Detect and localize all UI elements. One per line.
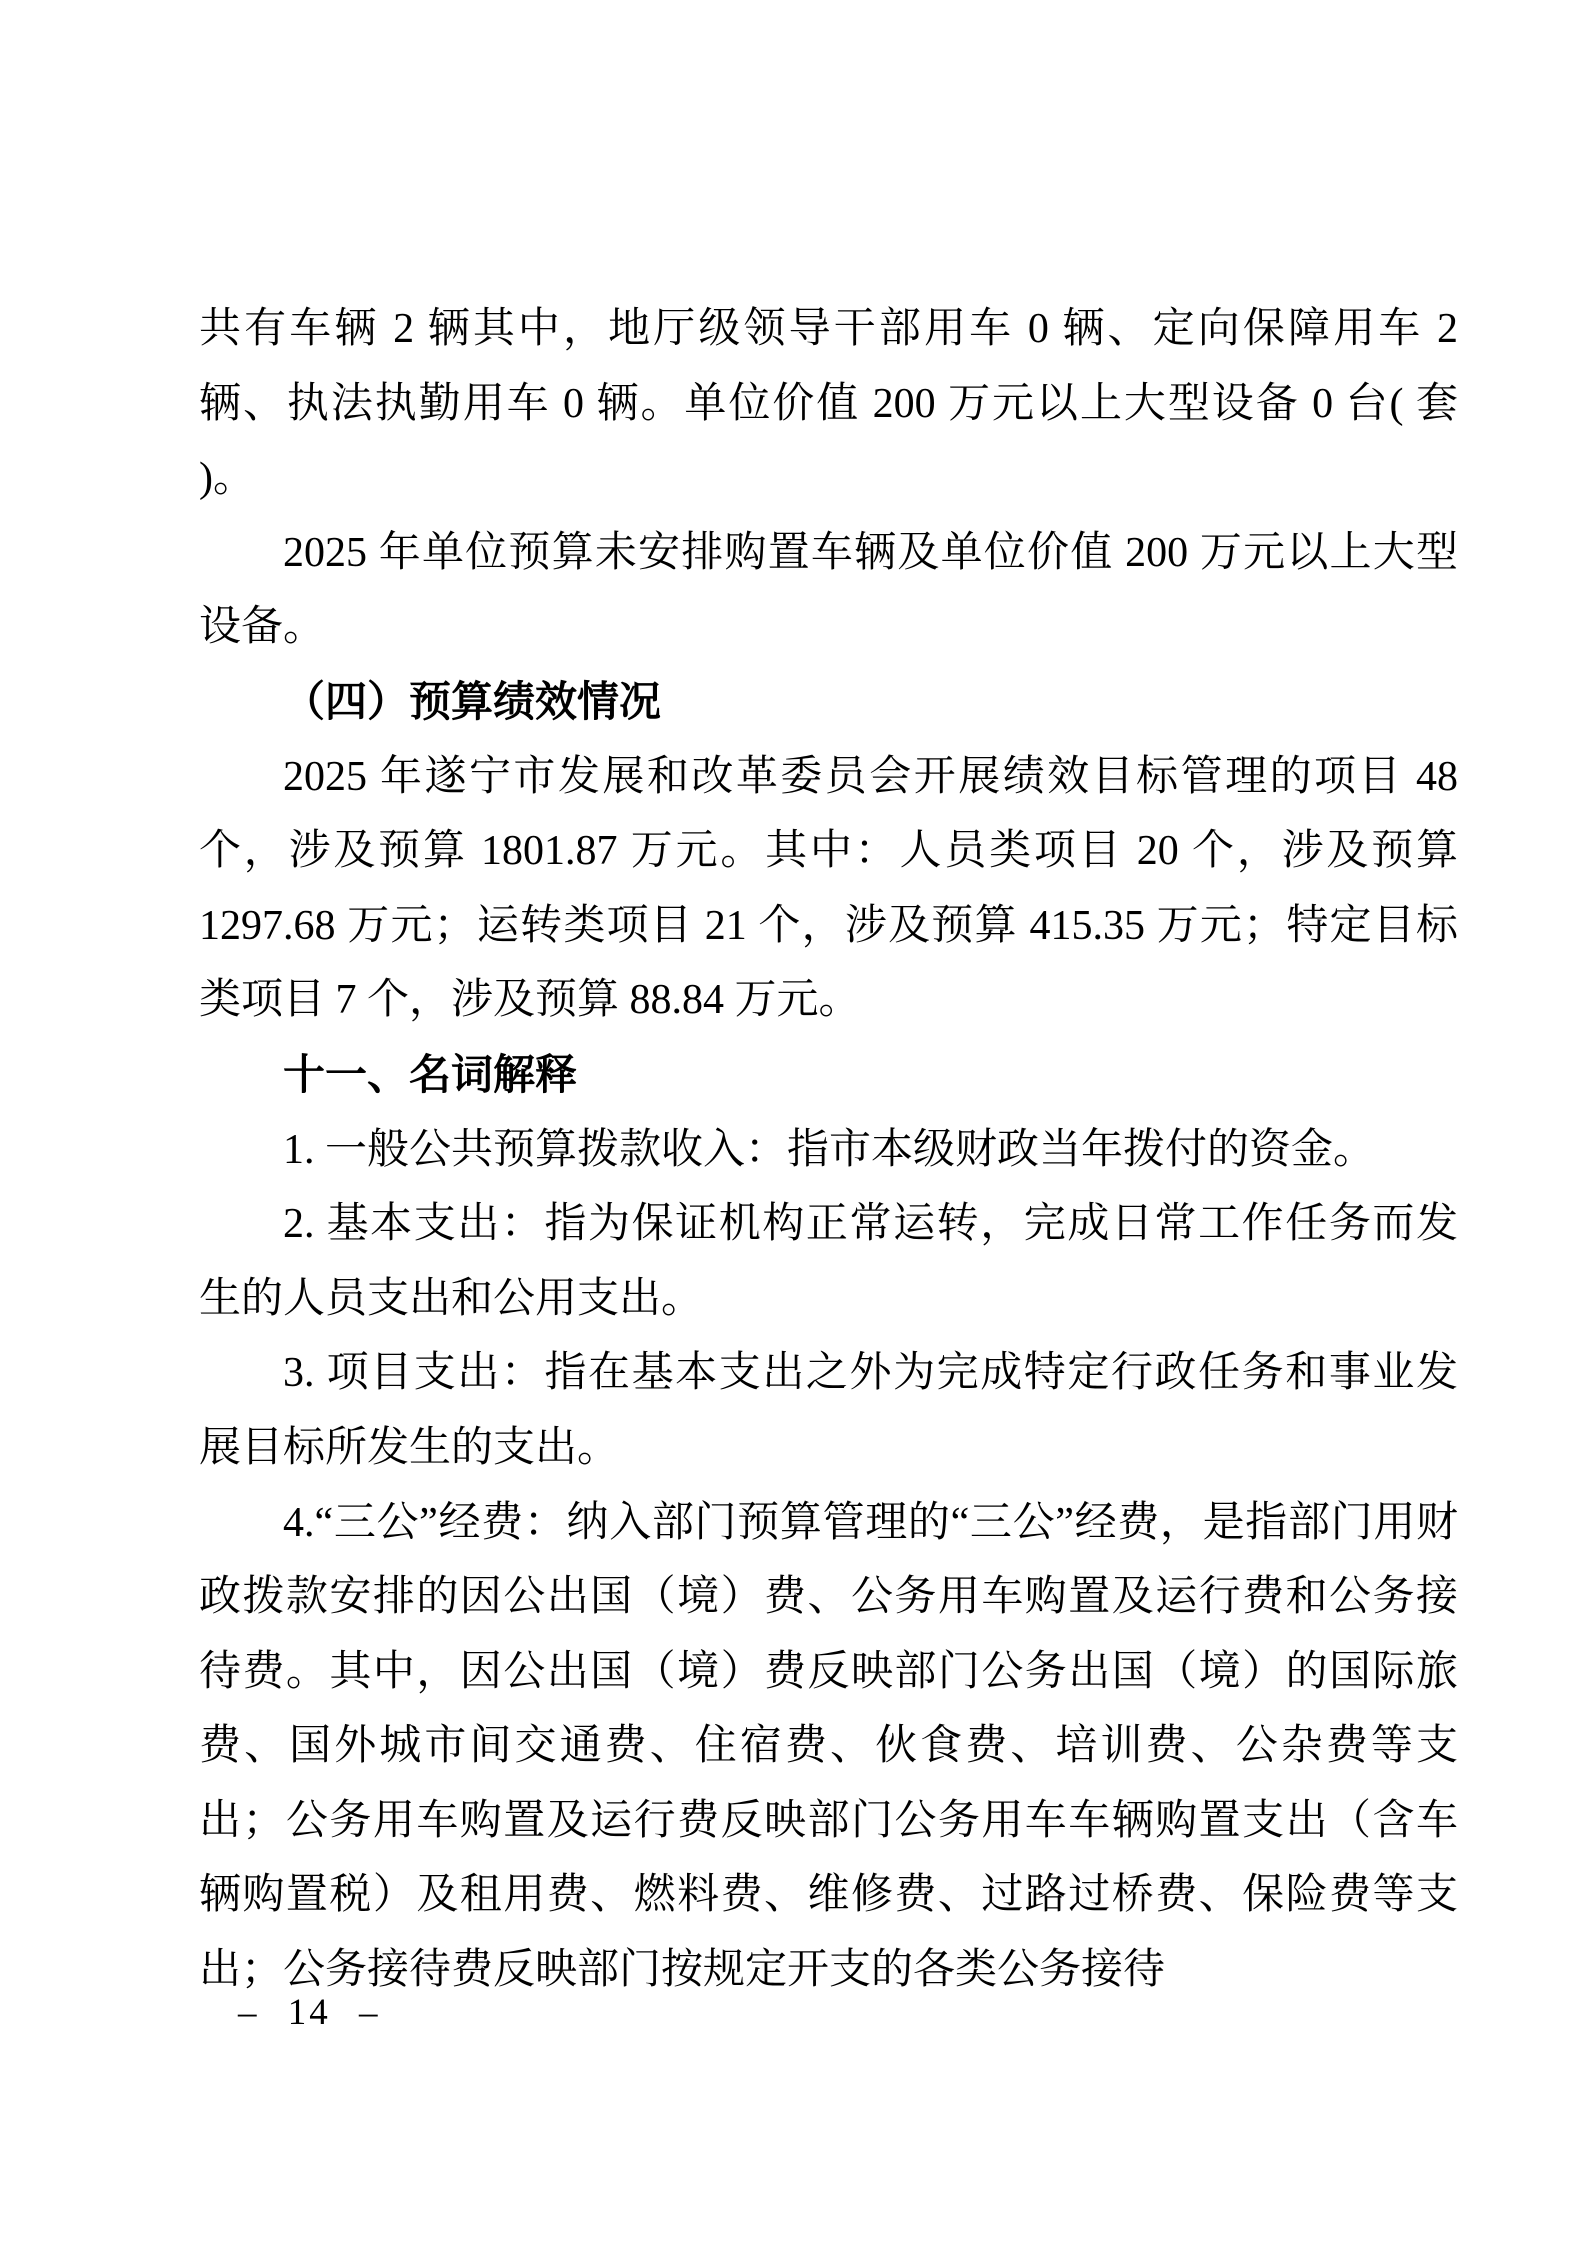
document-body <box>199 292 1458 2008</box>
page-number: – 14 – <box>238 1992 381 2033</box>
body-paragraph: 3. 项目支出：指在基本支出之外为完成特定行政任务和事业发展目标所发生的支出。 <box>199 1350 1458 1471</box>
body-paragraph: 4.“三公”经费：纳入部门预算管理的“三公”经费，是指部门用财政拨款安排的因公出国（境）费、公务用车购置及运行费和公务接待费。其中，因公出国（境）费反映部门公务出国（境）的国际旅费、国外城市间交通费、住宿费、伙食费、培训费、公杂费等支出；公务用车购置及运行费反映部门公务用车车辆购置支出（含车辆购置税）及租用费、燃料费、维修费、过路过桥费、保险费等支出；公务接待费反映部门按规定开支的各类公务接待 <box>199 1499 1458 1994</box>
body-paragraph: 2. 基本支出：指为保证机构正常运转，完成日常工作任务而发生的人员支出和公用支出。 <box>199 1201 1458 1322</box>
section-heading: （四）预算绩效情况 <box>283 677 662 725</box>
body-paragraph: 2025 年遂宁市发展和改革委员会开展绩效目标管理的项目 48 个，涉及预算 1801.87 万元。其中：人员类项目 20 个，涉及预算 1297.68 万元；运转类项目 21 个，涉及预算 415.35 万元；特定目标类项目 7 个，涉及预算 88.84 万元。 <box>199 753 1458 1024</box>
body-paragraph: 2025 年单位预算未安排购置车辆及单位价值 200 万元以上大型设备。 <box>199 529 1458 651</box>
body-paragraph: 共有车辆 2 辆其中，地厅级领导干部用车 0 辆、定向保障用车 2 辆、执法执勤用车 0 辆。单位价值 200 万元以上大型设备 0 台( 套 )。 <box>199 306 1458 502</box>
section-heading: 十一、名词解释 <box>283 1050 578 1098</box>
body-paragraph: 1. 一般公共预算拨款收入：指市本级财政当年拨付的资金。 <box>283 1126 1376 1173</box>
